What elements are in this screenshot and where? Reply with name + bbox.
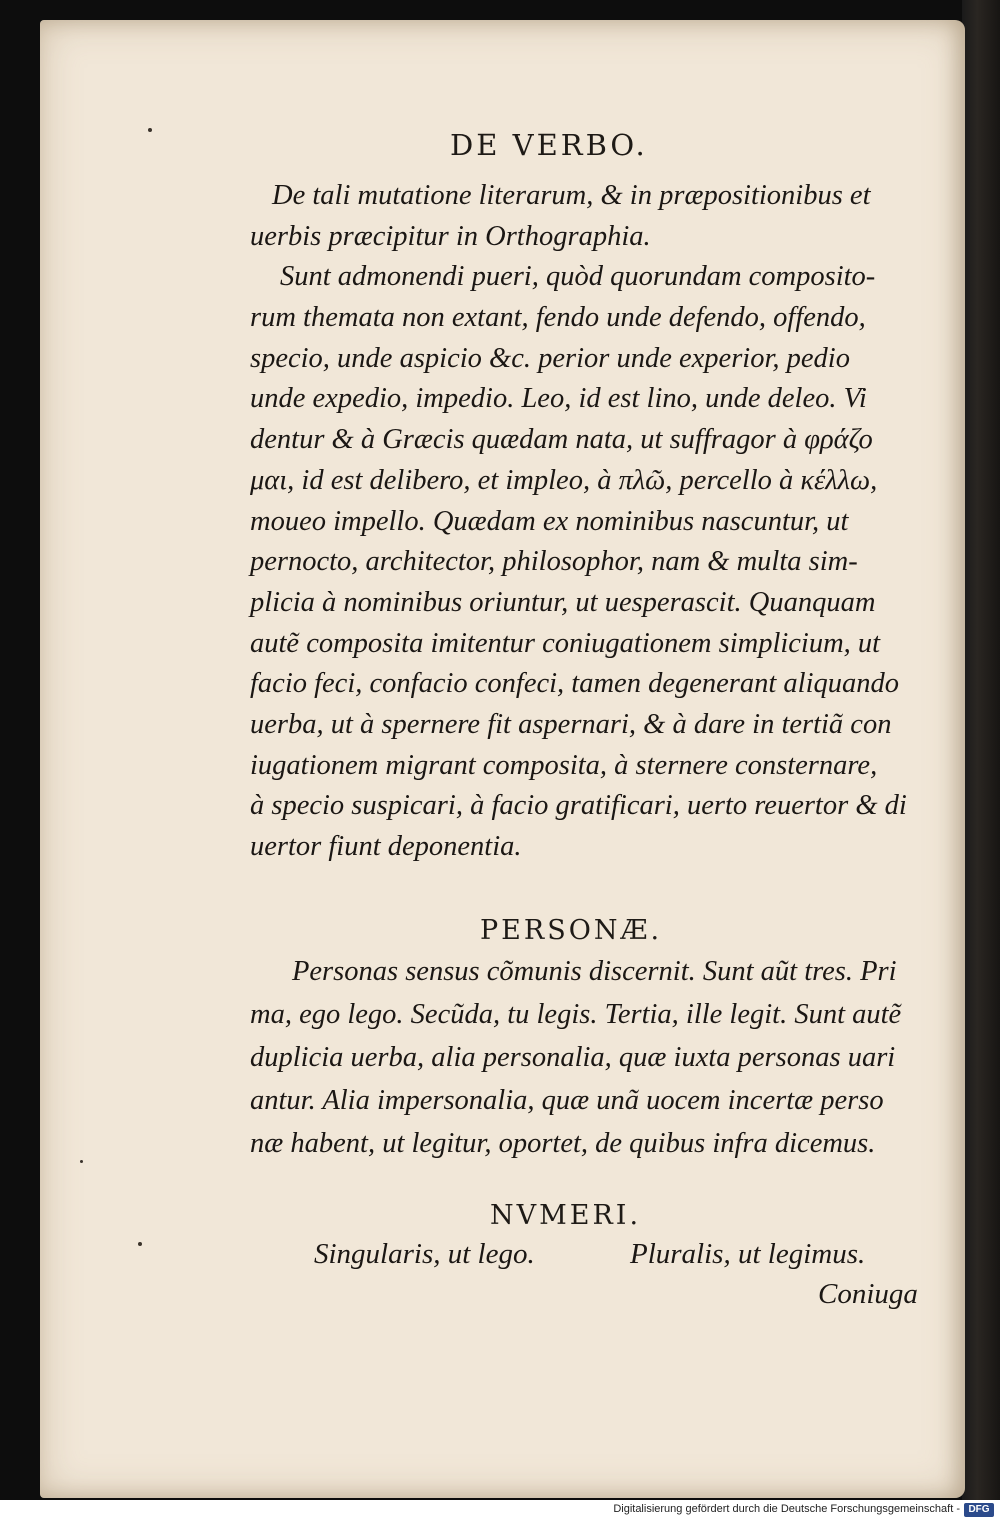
numeri-singular: Singularis, ut lego. bbox=[314, 1238, 535, 1270]
text-line: specio, unde aspicio &c. perior unde experior, pedio bbox=[250, 342, 850, 374]
text-line: uerbis præcipitur in Orthographia. bbox=[250, 220, 651, 252]
ink-speck bbox=[80, 1160, 83, 1163]
text-line: iugationem migrant composita, à sternere consternare, bbox=[250, 749, 878, 781]
dfg-logo: DFG bbox=[964, 1503, 994, 1517]
section-heading-personae: PERSONÆ. bbox=[480, 915, 663, 946]
footer-credit: Digitalisierung gefördert durch die Deutsche Forschungsgemeinschaft - bbox=[613, 1503, 960, 1515]
text-line: autẽ composita imitentur coniugationem simplicium, ut bbox=[250, 627, 881, 659]
text-line: unde expedio, impedio. Leo, id est lino, unde deleo. Vi bbox=[250, 383, 867, 415]
section-heading-numeri: NVMERI. bbox=[490, 1200, 642, 1231]
personae-text bbox=[250, 950, 920, 1165]
ink-speck bbox=[138, 1242, 142, 1246]
book-edge bbox=[962, 0, 1000, 1500]
ink-speck bbox=[148, 128, 152, 132]
text-line: dentur & à Græcis quædam nata, ut suffragor à φράζο bbox=[250, 424, 873, 456]
text-line: facio feci, confacio confeci, tamen degenerant aliquando bbox=[250, 668, 899, 700]
text-line: næ habent, ut legitur, oportet, de quibus infra dicemus. bbox=[250, 1128, 876, 1159]
text-line: duplicia uerba, alia personalia, quæ iuxta personas uari bbox=[250, 1042, 896, 1073]
footer-bar bbox=[0, 1500, 1000, 1521]
text-line: antur. Alia impersonalia, quæ unã uocem incertæ perso bbox=[250, 1085, 884, 1116]
text-line: ma, ego lego. Secũda, tu legis. Tertia, ille legit. Sunt autẽ bbox=[250, 999, 902, 1030]
text-line: De tali mutatione literarum, & in præpositionibus et bbox=[272, 180, 871, 211]
text-line: à specio suspicari, à facio gratificari, uerto reuertor & di bbox=[250, 790, 907, 822]
catchword: Coniuga bbox=[818, 1278, 918, 1310]
text-line: Sunt admonendi pueri, quòd quorundam composito- bbox=[280, 261, 876, 293]
text-line: uertor fiunt deponentia. bbox=[250, 831, 522, 862]
text-line: pernocto, architector, philosophor, nam & multa sim- bbox=[250, 546, 858, 578]
text-line: rum themata non extant, fendo unde defendo, offendo, bbox=[250, 302, 866, 334]
numeri-plural: Pluralis, ut legimus. bbox=[630, 1238, 866, 1270]
text-line: moueo impello. Quædam ex nominibus nascuntur, ut bbox=[250, 505, 849, 537]
running-head: DE VERBO. bbox=[450, 128, 648, 162]
text-line: Personas sensus cõmunis discernit. Sunt aũt tres. Pri bbox=[292, 956, 897, 987]
text-line: uerba, ut à spernere fit aspernari, & à dare in tertiã con bbox=[250, 708, 892, 740]
text-line: plicia à nominibus oriuntur, ut uesperascit. Quanquam bbox=[250, 586, 876, 618]
text-line: μαι, id est delibero, et impleo, à πλῶ, percello à κέλλω, bbox=[250, 464, 878, 496]
body-text bbox=[250, 176, 920, 868]
